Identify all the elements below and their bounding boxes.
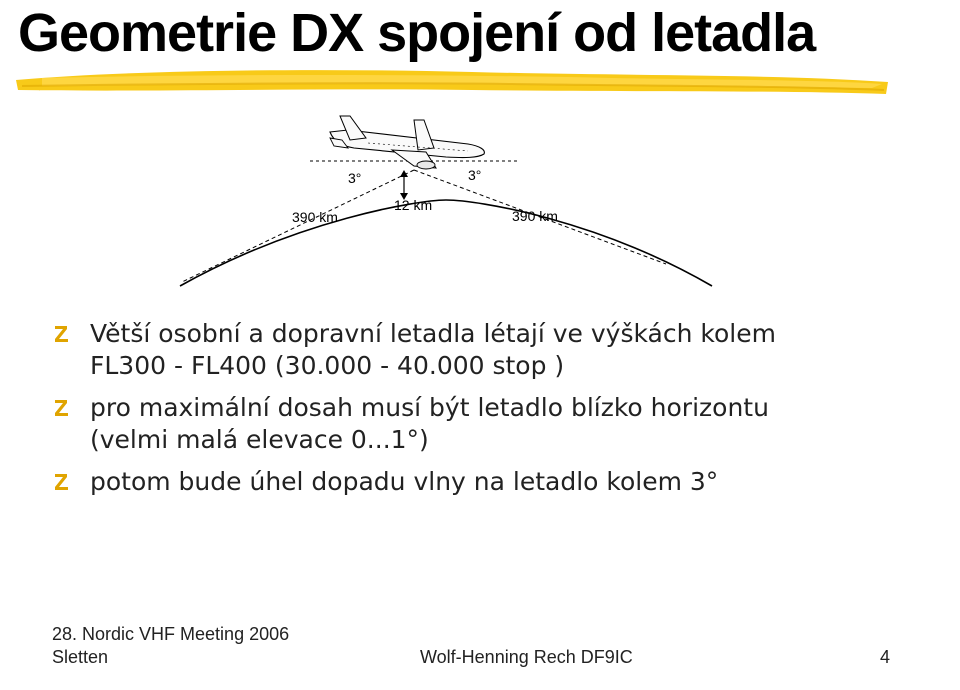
title-underline-brush xyxy=(12,64,892,100)
angle-left-label: 3° xyxy=(348,170,362,186)
z-bullet-icon xyxy=(52,397,72,419)
bullet-text-line: FL300 - FL400 (30.000 - 40.000 stop ) xyxy=(90,351,565,380)
bullet-text-line: pro maximální dosah musí být letadlo blízko horizontu xyxy=(90,393,769,422)
bullet-item xyxy=(52,466,932,498)
distance-left-label: 390 km xyxy=(292,209,338,225)
bullet-text-line: Větší osobní a dopravní letadla létají ve výškách kolem xyxy=(90,319,776,348)
bullet-list xyxy=(52,318,932,508)
bullet-item xyxy=(52,392,932,456)
z-bullet-icon xyxy=(52,471,72,493)
footer-author: Wolf-Henning Rech DF9IC xyxy=(420,647,633,667)
footer-page-number: 4 xyxy=(880,647,891,667)
signal-path-left xyxy=(182,170,414,282)
z-bullet-icon xyxy=(52,323,72,345)
dx-geometry-figure xyxy=(178,110,714,292)
bullet-text-line: potom bude úhel dopadu vlny na letadlo kolem 3° xyxy=(90,467,719,496)
bullet-text-line: (velmi malá elevace 0...1°) xyxy=(90,425,429,454)
distance-right-label: 390 km xyxy=(512,208,558,224)
earth-curve xyxy=(180,200,712,286)
height-label: 12 km xyxy=(394,197,433,213)
bullet-item xyxy=(52,318,932,382)
footer-place: Sletten xyxy=(52,647,109,667)
angle-right-label: 3° xyxy=(468,167,482,183)
slide-title: Geometrie DX spojení od letadla xyxy=(18,3,816,63)
footer-event: 28. Nordic VHF Meeting 2006 xyxy=(52,624,290,644)
